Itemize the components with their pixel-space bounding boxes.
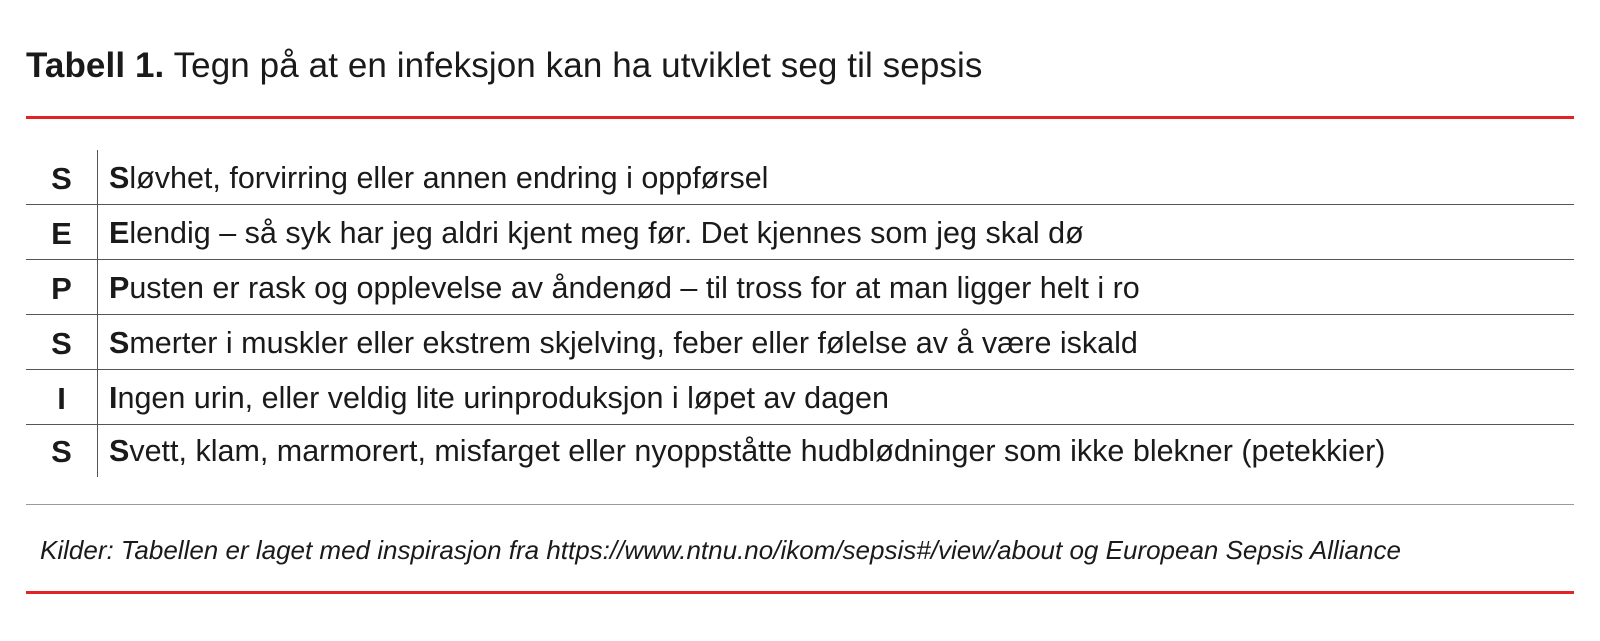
table-row [26,315,1574,370]
table-row [26,260,1574,315]
table-label: Tabell 1. [26,46,165,85]
row-text: løvhet, forvirring eller annen endring i oppførsel [129,161,769,195]
table-row [26,150,1574,205]
row-initial: E [109,216,130,250]
row-letter: S [26,425,98,477]
row-text: usten er rask og opplevelse av åndenød – til tross for at man ligger helt i ro [129,271,1140,305]
table-row [26,205,1574,260]
row-description [98,370,1574,424]
row-letter: S [26,315,98,369]
row-description [98,205,1574,259]
footer-divider [26,504,1574,505]
table-row [26,425,1574,477]
row-initial: I [109,381,118,415]
bottom-divider [26,591,1574,594]
table-title [26,44,983,88]
source-note: Kilder: Tabellen er laget med inspirasjon fra https://www.ntnu.no/ikom/sepsis#/view/about og European Sepsis Alliance [40,535,1401,565]
row-initial: P [109,271,130,305]
row-description [98,260,1574,314]
row-letter: E [26,205,98,259]
row-text: lendig – så syk har jeg aldri kjent meg før. Det kjennes som jeg skal dø [129,216,1084,250]
row-letter: P [26,260,98,314]
title-divider [26,116,1574,119]
row-initial: S [109,434,130,468]
row-letter: I [26,370,98,424]
sepsis-table [26,150,1574,477]
row-text: merter i muskler eller ekstrem skjelving, feber eller følelse av å være iskald [129,326,1138,360]
table-row [26,370,1574,425]
row-description [98,315,1574,369]
row-initial: S [109,326,130,360]
row-description [98,150,1574,204]
row-letter: S [26,150,98,204]
row-text: vett, klam, marmorert, misfarget eller nyoppståtte hudblødninger som ikke blekner (petekkier) [129,434,1386,468]
table-caption: Tegn på at en infeksjon kan ha utviklet seg til sepsis [173,46,983,85]
row-description [98,425,1574,477]
row-text: ngen urin, eller veldig lite urinproduksjon i løpet av dagen [117,381,889,415]
row-initial: S [109,161,130,195]
